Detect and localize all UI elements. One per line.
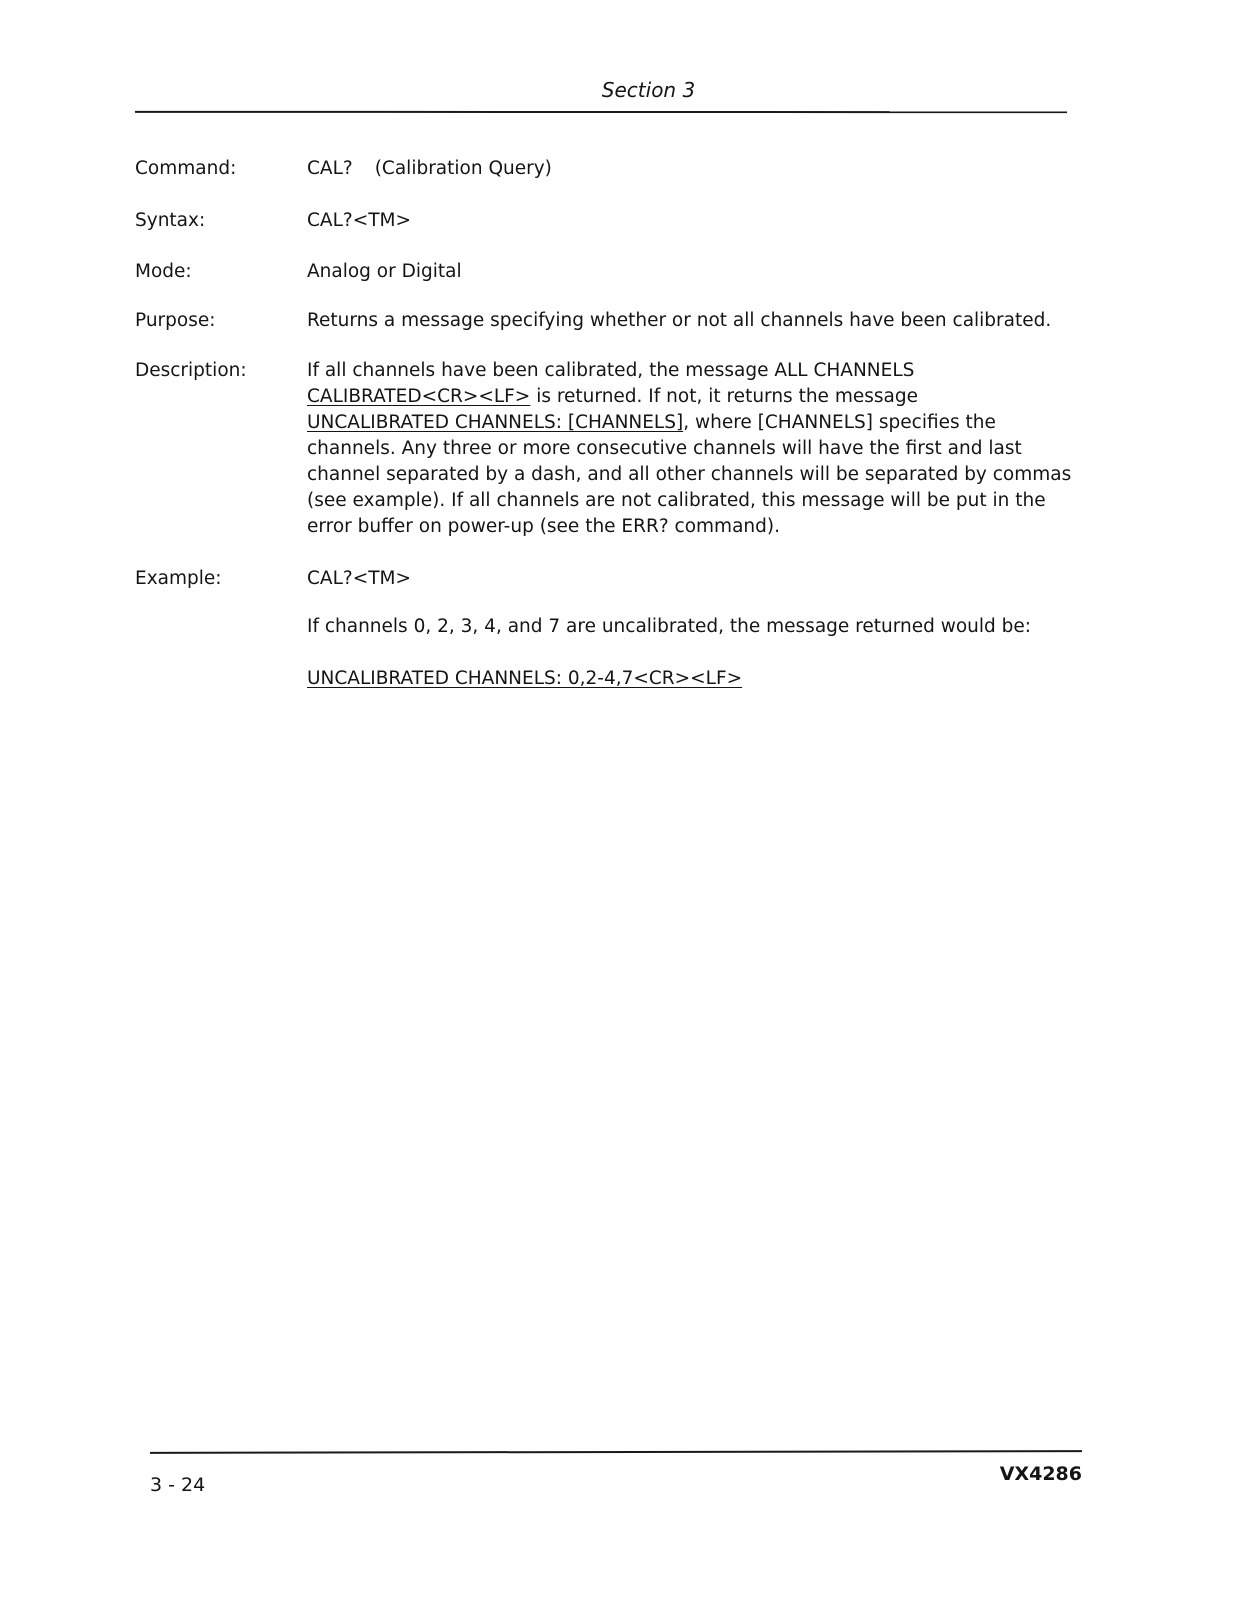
description-text [307, 358, 1077, 540]
description-label: Description: [135, 360, 247, 381]
description-part-1: If all channels have been calibrated, the message ALL CHANNELS [307, 360, 915, 381]
example-label: Example: [135, 568, 222, 589]
command-description: (Calibration Query) [374, 158, 552, 179]
purpose-label: Purpose: [135, 310, 216, 331]
command-label: Command: [135, 158, 237, 179]
example-command: CAL?<TM> [307, 568, 411, 589]
section-header: Section 3 [601, 78, 696, 102]
syntax-value: CAL?<TM> [307, 210, 411, 231]
uncalibrated-message: UNCALIBRATED CHANNELS: [CHANNELS] [307, 412, 684, 433]
command-value: CAL? [307, 158, 353, 179]
document-id: VX4286 [999, 1463, 1082, 1485]
description-paragraph [307, 358, 1077, 540]
description-part-5: , where [CHANNELS] specifies the channels. Any three or more consecutive channels will have the first and last channel separated by a dash, and all other channels will be separated by commas (see example). If all channels are not calibrated, this message will be put in the error buffer on power-up (see the ERR? command). [307, 412, 1072, 537]
description-part-3: is returned. If not, it returns the message [530, 386, 918, 407]
syntax-label: Syntax: [135, 210, 206, 231]
example-result: UNCALIBRATED CHANNELS: 0,2-4,7<CR><LF> [307, 668, 743, 689]
mode-label: Mode: [135, 261, 192, 282]
page-number: 3 - 24 [150, 1474, 206, 1496]
calibrated-message: CALIBRATED<CR><LF> [307, 386, 531, 407]
header-rule [135, 111, 1067, 113]
footer-rule [150, 1450, 1082, 1454]
mode-value: Analog or Digital [307, 261, 462, 282]
purpose-value: Returns a message specifying whether or not all channels have been calibrated. [307, 310, 1052, 331]
command-content [307, 156, 1077, 182]
example-text: If channels 0, 2, 3, 4, and 7 are uncalibrated, the message returned would be: [307, 616, 1032, 637]
